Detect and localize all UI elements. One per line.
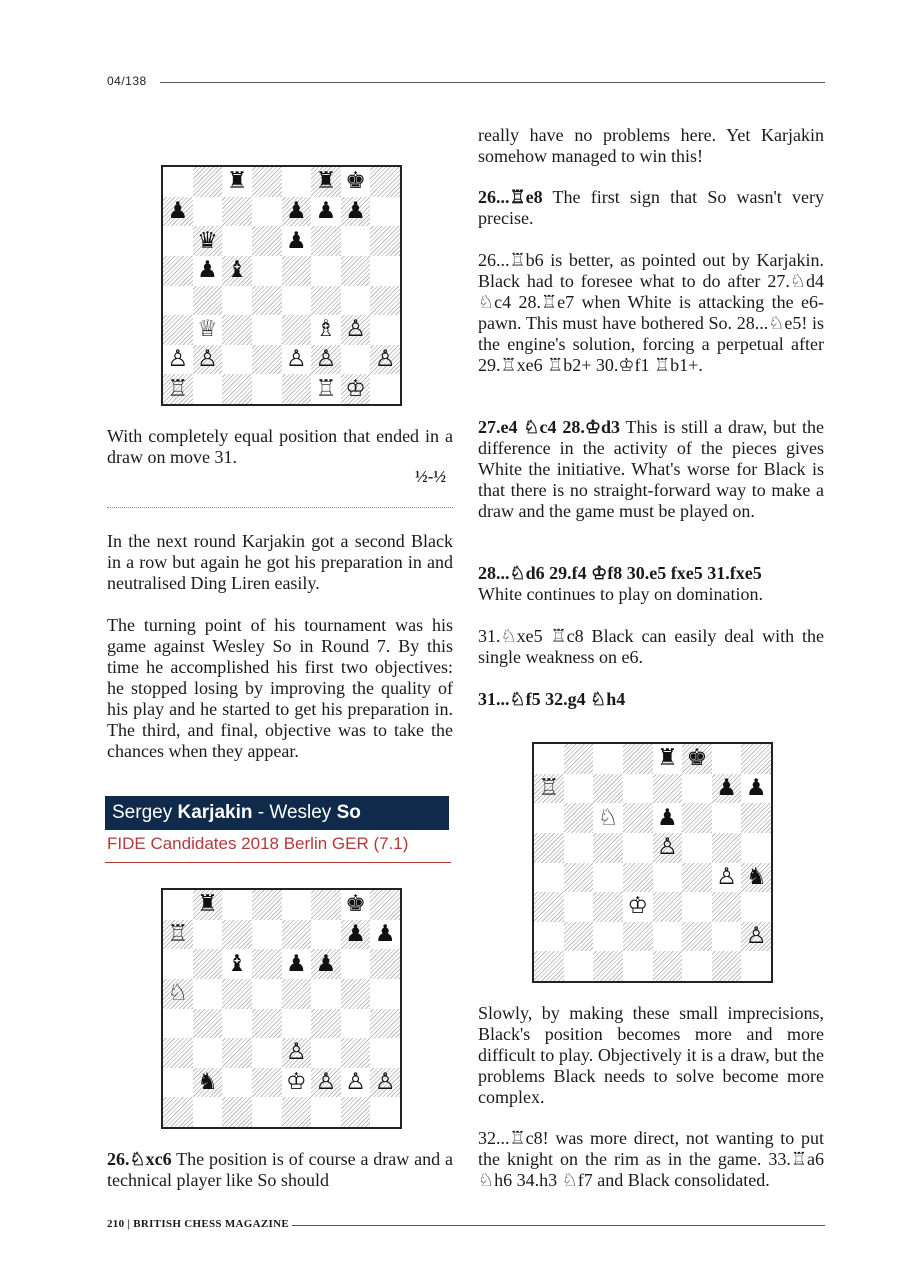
page-label: 04/138 [107,74,147,88]
chess-piece: ♖ [167,920,189,947]
chess-piece: ♙ [374,1069,396,1096]
board-square [623,951,653,981]
board-square [282,197,312,227]
board-square [593,803,623,833]
board-square [311,374,341,404]
board-square [370,167,400,197]
chess-piece: ♟ [197,257,218,284]
board-square [593,744,623,774]
left-paragraph-4 [107,1149,453,1191]
board-square [193,1009,223,1039]
board-square [193,920,223,950]
move-26-white: 26.♘xc6 [107,1149,172,1169]
board-square [163,1038,193,1068]
right-paragraph-4 [478,417,824,522]
board-square [193,345,223,375]
board-square [311,1097,341,1127]
board-square [163,1068,193,1098]
board-square [623,833,653,863]
board-square [222,197,252,227]
board-square [282,374,312,404]
board-square [653,744,683,774]
board-square [534,744,564,774]
chess-piece: ♜ [657,745,678,772]
board-square [341,256,371,286]
board-square [341,1068,371,1098]
footer-rule [292,1225,825,1226]
board-square [193,1068,223,1098]
chess-piece: ♘ [167,980,189,1007]
chess-piece: ♟ [745,774,767,801]
board-square [163,1097,193,1127]
right-paragraph-7 [478,689,824,710]
board-square [282,890,312,920]
board-square [741,833,771,863]
board-square [222,1009,252,1039]
right-paragraph-5-text: White continues to play on domination. [478,584,763,604]
board-square [370,345,400,375]
board-square [311,315,341,345]
chess-piece: ♙ [315,1069,337,1096]
board-square [370,1009,400,1039]
board-square [163,197,193,227]
board-square [252,315,282,345]
right-paragraph-5 [478,563,824,605]
board-square [534,863,564,893]
right-paragraph-6: 31.♘xe5 ♖c8 Black can easily deal with the single weakness on e6. [478,626,824,667]
board-square [712,863,742,893]
board-square [193,949,223,979]
chess-piece: ♖ [167,375,189,402]
board-square [193,226,223,256]
board-square [193,979,223,1009]
chess-piece: ♜ [226,168,248,195]
board-square [370,197,400,227]
board-square [311,226,341,256]
board-square [653,892,683,922]
chess-piece: ♙ [657,834,678,861]
board-square [370,226,400,256]
board-square [252,226,282,256]
board-square [623,892,653,922]
chess-piece: ♟ [286,197,307,224]
board-square [564,774,594,804]
chess-piece: ♝ [226,257,248,284]
board-square [163,979,193,1009]
right-paragraph-8: Slowly, by making these small imprecisions, Black's position becomes more and more difficult to play. Objectively it is a draw, but the problems Black needs to solve become more complex. [478,1003,824,1107]
chess-piece: ♟ [345,920,366,947]
board-square [564,803,594,833]
chess-piece: ♔ [345,375,366,402]
board-square [534,774,564,804]
board-square [252,197,282,227]
board-square [623,774,653,804]
board-square [682,892,712,922]
board-square [282,345,312,375]
game-event: FIDE Candidates 2018 Berlin GER (7.1) [107,834,409,853]
board-square [222,345,252,375]
board-square [593,863,623,893]
board-square [282,1068,312,1098]
board-square [564,892,594,922]
chess-piece: ♞ [197,1069,218,1096]
board-square [653,863,683,893]
board-square [311,167,341,197]
event-rule [105,862,451,863]
board-square [282,979,312,1009]
board-square [370,1038,400,1068]
board-square [341,345,371,375]
chess-piece: ♛ [197,227,218,254]
board-square [163,167,193,197]
chess-piece: ♟ [167,197,189,224]
board-square [282,167,312,197]
board-square [564,863,594,893]
board-square [163,374,193,404]
chess-piece: ♙ [286,1039,307,1066]
chess-piece: ♜ [315,168,337,195]
chess-piece: ♙ [374,346,396,373]
board-square [712,803,742,833]
chess-piece: ♟ [286,227,307,254]
board-square [311,345,341,375]
chess-piece: ♙ [716,863,737,890]
board-square [163,949,193,979]
chess-piece: ♙ [745,923,767,950]
right-paragraph-3: 26...♖b6 is better, as pointed out by Karjakin. Black had to foresee what to do after 27.♘d4 ♘c4 28.♖e7 when White is attacking the e6-pawn. This must have bothered So. 28...♘e5! is the engine's solution, forcing a perpetual after 29.♖xe6 ♖b2+ 30.♔f1 ♖b1+. [478,250,824,375]
board-square [222,1068,252,1098]
board-square [712,892,742,922]
board-square [222,315,252,345]
board-square [341,167,371,197]
chess-piece: ♚ [686,745,708,772]
chess-piece: ♟ [286,950,307,977]
board-square [712,744,742,774]
board-square [282,949,312,979]
board-square [682,833,712,863]
board-square [593,833,623,863]
board-square [341,315,371,345]
board-square [682,951,712,981]
board-square [163,890,193,920]
chess-piece: ♗ [315,316,337,343]
right-paragraph-4-text: This is still a draw, but the difference in the activity of the pieces gives White the initiative. What's worse for Black is that there is no straight-forward way to make a draw and the game must be played on. [478,417,825,521]
left-paragraph-4-text: The position is of course a draw and a technical player like So should [107,1149,453,1190]
board-square [341,286,371,316]
board-square [163,286,193,316]
board-square [741,892,771,922]
board-square [163,256,193,286]
right-paragraph-9: 32...♖c8! was more direct, not wanting to put the knight on the rim as in the game. 33.♖a6 ♘h6 34.h3 ♘f7 and Black consolidated. [478,1128,824,1190]
right-paragraph-2-text: The first sign that So wasn't very precise. [478,187,824,228]
board-square [252,949,282,979]
board-square [311,256,341,286]
board-square [564,744,594,774]
board-square [252,1097,282,1127]
black-last-name: So [336,802,361,823]
board-square [282,226,312,256]
board-square [682,922,712,952]
board-square [222,286,252,316]
board-square [193,167,223,197]
board-square [193,315,223,345]
board-square [623,863,653,893]
white-first-name: Sergey [112,802,178,823]
board-square [564,833,594,863]
board-square [282,1038,312,1068]
board-square [341,979,371,1009]
board-square [311,1038,341,1068]
board-square [163,315,193,345]
chess-piece: ♜ [197,891,218,918]
board-square [370,374,400,404]
chess-piece: ♙ [315,346,337,373]
board-square [593,892,623,922]
board-square [741,774,771,804]
chess-piece: ♟ [657,804,678,831]
board-square [282,1097,312,1127]
board-square [311,286,341,316]
chess-piece: ♟ [716,774,737,801]
chess-diagram-3 [532,742,773,983]
chess-piece: ♟ [345,197,366,224]
board-square [370,979,400,1009]
players-separator: - Wesley [252,802,337,823]
left-paragraph-3: The turning point of his tournament was his game against Wesley So in Round 7. By this time he accomplished his first two objectives: he stopped losing by improving the quality of his play and he started to get his preparation in. The third, and final, objective was to take the chances when they appear. [107,615,453,761]
board-square [252,1009,282,1039]
board-square [163,1009,193,1039]
dotted-divider [107,507,453,508]
board-square [163,345,193,375]
chess-piece: ♚ [345,168,366,195]
board-square [564,951,594,981]
board-square [311,949,341,979]
chess-piece: ♙ [167,346,189,373]
board-square [712,774,742,804]
board-square [193,256,223,286]
chess-piece: ♔ [286,1069,307,1096]
board-square [741,951,771,981]
board-square [653,951,683,981]
board-square [311,920,341,950]
board-square [370,1068,400,1098]
board-square [534,892,564,922]
board-square [252,167,282,197]
board-square [341,226,371,256]
board-square [311,197,341,227]
board-square [623,922,653,952]
board-square [252,1038,282,1068]
board-square [252,979,282,1009]
board-square [370,286,400,316]
board-square [341,949,371,979]
board-square [741,922,771,952]
board-square [222,256,252,286]
board-square [282,256,312,286]
board-square [593,922,623,952]
board-square [341,1009,371,1039]
board-square [623,744,653,774]
board-square [193,374,223,404]
board-square [682,774,712,804]
board-square [623,803,653,833]
board-square [282,286,312,316]
board-square [682,863,712,893]
board-square [534,803,564,833]
board-square [653,922,683,952]
board-square [222,374,252,404]
chess-piece: ♙ [286,346,307,373]
board-square [222,949,252,979]
board-square [311,1009,341,1039]
right-paragraph-1: really have no problems here. Yet Karjakin somehow managed to win this! [478,125,824,166]
board-square [222,979,252,1009]
board-square [222,890,252,920]
board-square [311,979,341,1009]
board-square [712,951,742,981]
chess-piece: ♘ [597,804,619,831]
game-players-banner [105,796,449,830]
board-square [653,833,683,863]
chess-piece: ♝ [226,950,248,977]
board-square [370,890,400,920]
chess-piece: ♞ [745,863,767,890]
right-paragraph-2 [478,187,824,229]
board-square [193,286,223,316]
chess-piece: ♙ [345,1069,366,1096]
board-square [163,226,193,256]
chess-piece: ♙ [197,346,218,373]
board-square [741,744,771,774]
board-square [311,890,341,920]
chess-piece: ♖ [538,774,560,801]
board-square [682,803,712,833]
board-square [370,920,400,950]
board-square [222,1097,252,1127]
chess-piece: ♔ [627,893,648,920]
chess-piece: ♚ [345,891,366,918]
board-square [682,744,712,774]
moves-27-28: 27.e4 ♘c4 28.♔d3 [478,417,620,437]
chess-diagram-1 [161,165,402,406]
board-square [370,1097,400,1127]
board-square [252,286,282,316]
white-last-name: Karjakin [177,802,253,823]
chess-diagram-2 [161,888,402,1129]
chess-piece: ♟ [315,197,337,224]
game-result: ½-½ [415,467,447,486]
board-square [593,774,623,804]
moves-28-31: 28...♘d6 29.f4 ♔f8 30.e5 fxe5 31.fxe5 [478,563,762,583]
board-square [534,922,564,952]
board-square [370,256,400,286]
board-square [712,922,742,952]
board-square [370,949,400,979]
board-square [193,197,223,227]
chess-piece: ♟ [315,950,337,977]
board-square [341,197,371,227]
board-square [252,890,282,920]
board-square [341,920,371,950]
board-square [534,951,564,981]
header-rule [160,82,825,83]
chess-piece: ♟ [374,920,396,947]
board-square [653,803,683,833]
board-square [193,1097,223,1127]
board-square [564,922,594,952]
move-26-black: 26...♖e8 [478,187,543,207]
chess-piece: ♕ [197,316,218,343]
board-square [193,890,223,920]
board-square [341,1097,371,1127]
footer-text: 210 | BRITISH CHESS MAGAZINE [107,1218,289,1230]
board-square [741,803,771,833]
left-paragraph-1: With completely equal position that ended in a draw on move 31. [107,426,453,467]
board-square [252,345,282,375]
board-square [534,833,564,863]
board-square [222,167,252,197]
chess-piece: ♖ [315,375,337,402]
board-square [593,951,623,981]
board-square [653,774,683,804]
board-square [341,1038,371,1068]
board-square [282,315,312,345]
board-square [193,1038,223,1068]
board-square [163,920,193,950]
board-square [252,1068,282,1098]
moves-31-32: 31...♘f5 32.g4 ♘h4 [478,689,626,709]
left-paragraph-2: In the next round Karjakin got a second Black in a row but again he got his preparation in and neutralised Ding Liren easily. [107,531,453,593]
board-square [252,256,282,286]
board-square [282,1009,312,1039]
board-square [222,1038,252,1068]
board-square [311,1068,341,1098]
board-square [341,890,371,920]
board-square [370,315,400,345]
board-square [741,863,771,893]
board-square [252,374,282,404]
board-square [712,833,742,863]
board-square [222,920,252,950]
board-square [252,920,282,950]
board-square [282,920,312,950]
board-square [222,226,252,256]
board-square [341,374,371,404]
chess-piece: ♙ [345,316,366,343]
